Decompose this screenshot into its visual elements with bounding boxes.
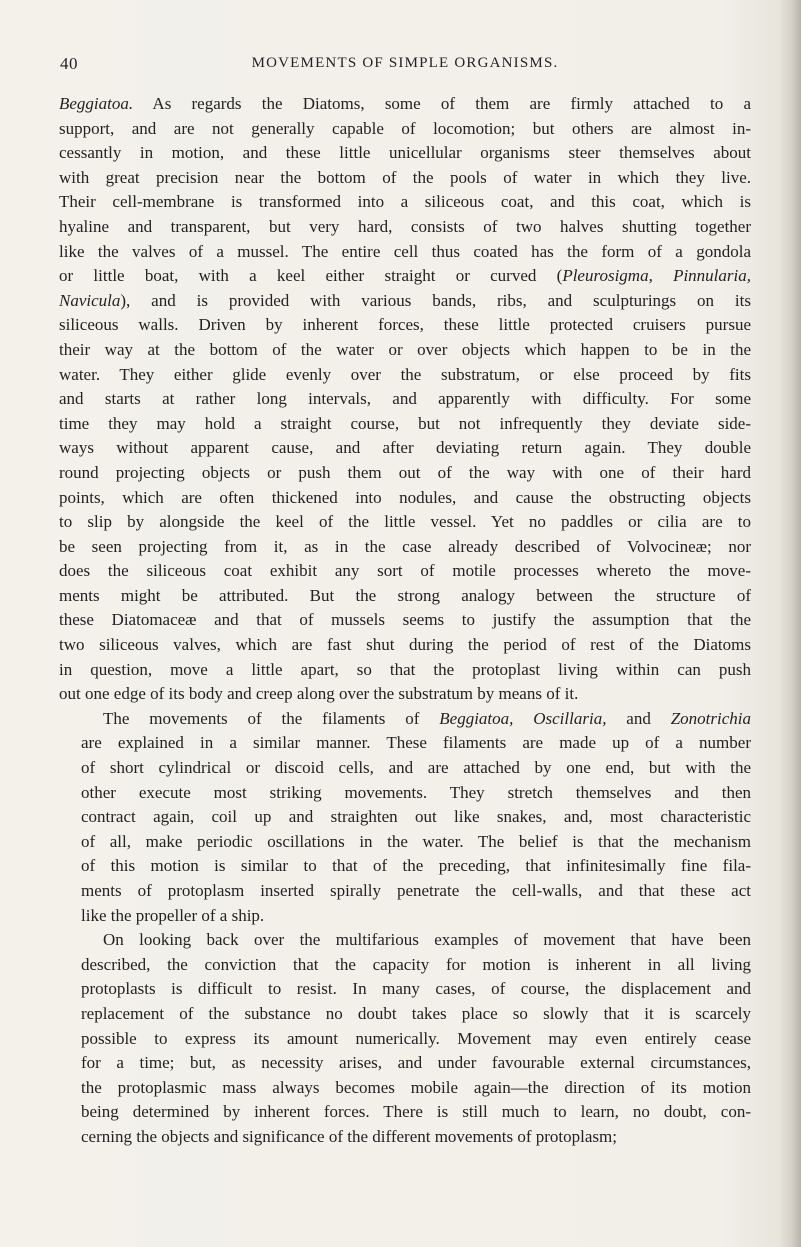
- text-line: [59, 486, 751, 511]
- text-line: [59, 1002, 751, 1027]
- text-run: ), and is provided with various bands, ribs, and sculpturings on its: [120, 290, 751, 310]
- text-line: [59, 117, 751, 142]
- text-run: does the siliceous coat exhibit any sort of motile processes whereto the move-: [59, 561, 751, 581]
- text-run: these Diatomaceæ and that of mussels seems to justify the assumption that the: [59, 610, 751, 630]
- text-line: [59, 1051, 751, 1076]
- text-line: [59, 510, 751, 535]
- text-run: of short cylindrical or discoid cells, and are attached by one end, but with the: [81, 758, 751, 778]
- text-run: their way at the bottom of the water or over objects which happen to be in the: [59, 339, 751, 359]
- text-line: [59, 215, 751, 240]
- text-run: hyaline and transparent, but very hard, consists of two halves shutting together: [59, 216, 751, 236]
- italic-term: Beggiatoa, Oscillaria,: [439, 708, 607, 728]
- text-run: Their cell-membrane is transformed into a siliceous coat, and this coat, which is: [59, 192, 751, 212]
- text-run: of this motion is similar to that of the preceding, that infinitesimally fine fila-: [81, 856, 751, 876]
- text-line: [59, 1100, 751, 1125]
- text-line: [59, 682, 751, 707]
- text-run: contract again, coil up and straighten out like snakes, and, most characteristic: [81, 807, 751, 827]
- text-run: other execute most striking movements. They stretch themselves and then: [81, 782, 751, 802]
- italic-term: Pleurosigma, Pinnularia,: [562, 266, 751, 286]
- text-line: [59, 190, 751, 215]
- text-run: cerning the objects and significance of the different movements of protoplasm;: [81, 1126, 617, 1146]
- text-run: On looking back over the multifarious examples of movement that have been: [103, 930, 751, 950]
- text-line: [59, 756, 751, 781]
- text-run: two siliceous valves, which are fast shut during the period of rest of the Diatoms: [59, 635, 751, 655]
- paragraph: [59, 928, 751, 1149]
- text-line: [59, 436, 751, 461]
- text-line: [59, 854, 751, 879]
- text-run: ways without apparent cause, and after deviating return again. They double: [59, 438, 751, 458]
- text-run: out one edge of its body and creep along over the substratum by means of it.: [59, 684, 579, 704]
- text-run: and: [606, 708, 671, 728]
- text-run: are explained in a similar manner. These filaments are made up of a number: [81, 733, 751, 753]
- text-run: time they may hold a straight course, but not infrequently they deviate side-: [59, 413, 751, 433]
- text-run: The movements of the filaments of: [103, 708, 440, 728]
- text-run: replacement of the substance no doubt takes place so slowly that it is scarcely: [81, 1003, 751, 1023]
- text-line: [59, 338, 751, 363]
- page-edge-shadow: [779, 0, 801, 1247]
- text-line: [59, 1125, 751, 1150]
- text-run: possible to express its amount numerically. Movement may even entirely cease: [81, 1028, 751, 1048]
- text-line: [59, 387, 751, 412]
- text-line: [59, 289, 751, 314]
- text-line: [59, 781, 751, 806]
- text-run: As regards the Diatoms, some of them are firmly attached to a: [133, 94, 751, 113]
- text-line: [59, 363, 751, 388]
- text-run: water. They either glide evenly over the substratum, or else proceed by fits: [59, 364, 751, 384]
- text-run: like the valves of a mussel. The entire cell thus coated has the form of a gondola: [59, 241, 751, 261]
- text-run: ments might be attributed. But the strong analogy between the structure of: [59, 585, 751, 605]
- text-run: points, which are often thickened into nodules, and cause the obstructing objects: [59, 487, 751, 507]
- body-text: [59, 92, 751, 1150]
- text-line: [59, 559, 751, 584]
- text-run: of all, make periodic oscillations in the water. The belief is that the mechanism: [81, 831, 751, 851]
- text-line: [59, 830, 751, 855]
- italic-term: Zonotrichia: [670, 708, 751, 728]
- text-line: [59, 166, 751, 191]
- text-line: [59, 412, 751, 437]
- text-run: with great precision near the bottom of the pools of water in which they live.: [59, 167, 751, 187]
- text-run: being determined by inherent forces. There is still much to learn, no doubt, con-: [81, 1102, 751, 1122]
- text-line: [59, 141, 751, 166]
- text-run: be seen projecting from it, as in the case already described of Volvocineæ; nor: [59, 536, 751, 556]
- text-line: [59, 658, 751, 683]
- text-run: the protoplasmic mass always becomes mobile again—the direction of its motion: [81, 1077, 751, 1097]
- page-number: 40: [60, 54, 78, 73]
- text-line: [59, 461, 751, 486]
- text-line: [59, 1076, 751, 1101]
- text-line: [59, 1027, 751, 1052]
- text-line: [59, 92, 751, 117]
- text-line: [59, 633, 751, 658]
- text-line: [59, 805, 751, 830]
- text-run: protoplasts is difficult to resist. In many cases, of course, the displacement and: [81, 979, 751, 999]
- text-run: round projecting objects or push them out of the way with one of their hard: [59, 462, 751, 482]
- text-line: [59, 977, 751, 1002]
- text-line: [59, 731, 751, 756]
- page-header: [60, 54, 750, 78]
- running-head: MOVEMENTS OF SIMPLE ORGANISMS.: [251, 55, 559, 71]
- text-line: [59, 707, 751, 732]
- text-run: in question, move a little apart, so that the protoplast living within can push: [59, 659, 751, 679]
- text-line: [59, 240, 751, 265]
- text-run: for a time; but, as necessity arises, and under favourable external circumstances,: [81, 1053, 751, 1073]
- paragraph: [59, 707, 751, 928]
- text-run: cessantly in motion, and these little unicellular organisms steer themselves about: [59, 143, 751, 163]
- text-run: to slip by alongside the keel of the little vessel. Yet no paddles or cilia are to: [59, 512, 751, 532]
- text-run: support, and are not generally capable of locomotion; but others are almost in-: [59, 118, 751, 138]
- text-run: ments of protoplasm inserted spirally penetrate the cell-walls, and that these act: [81, 881, 751, 900]
- text-run: like the propeller of a ship.: [81, 905, 265, 925]
- italic-term: Navicula: [59, 290, 121, 310]
- text-line: [59, 879, 751, 904]
- text-run: or little boat, with a keel either straight or curved (: [59, 266, 563, 286]
- text-line: [59, 535, 751, 560]
- italic-term: Beggiatoa.: [59, 94, 134, 113]
- text-line: [59, 313, 751, 338]
- text-line: [59, 904, 751, 929]
- text-line: [59, 928, 751, 953]
- text-run: siliceous walls. Driven by inherent forces, these little protected cruisers pursue: [59, 315, 751, 335]
- text-line: [59, 608, 751, 633]
- text-run: and starts at rather long intervals, and apparently with difficulty. For some: [59, 389, 751, 409]
- text-run: described, the conviction that the capacity for motion is inherent in all living: [81, 954, 751, 974]
- text-line: [59, 264, 751, 289]
- text-line: [59, 953, 751, 978]
- paragraph: [59, 92, 751, 707]
- text-line: [59, 584, 751, 609]
